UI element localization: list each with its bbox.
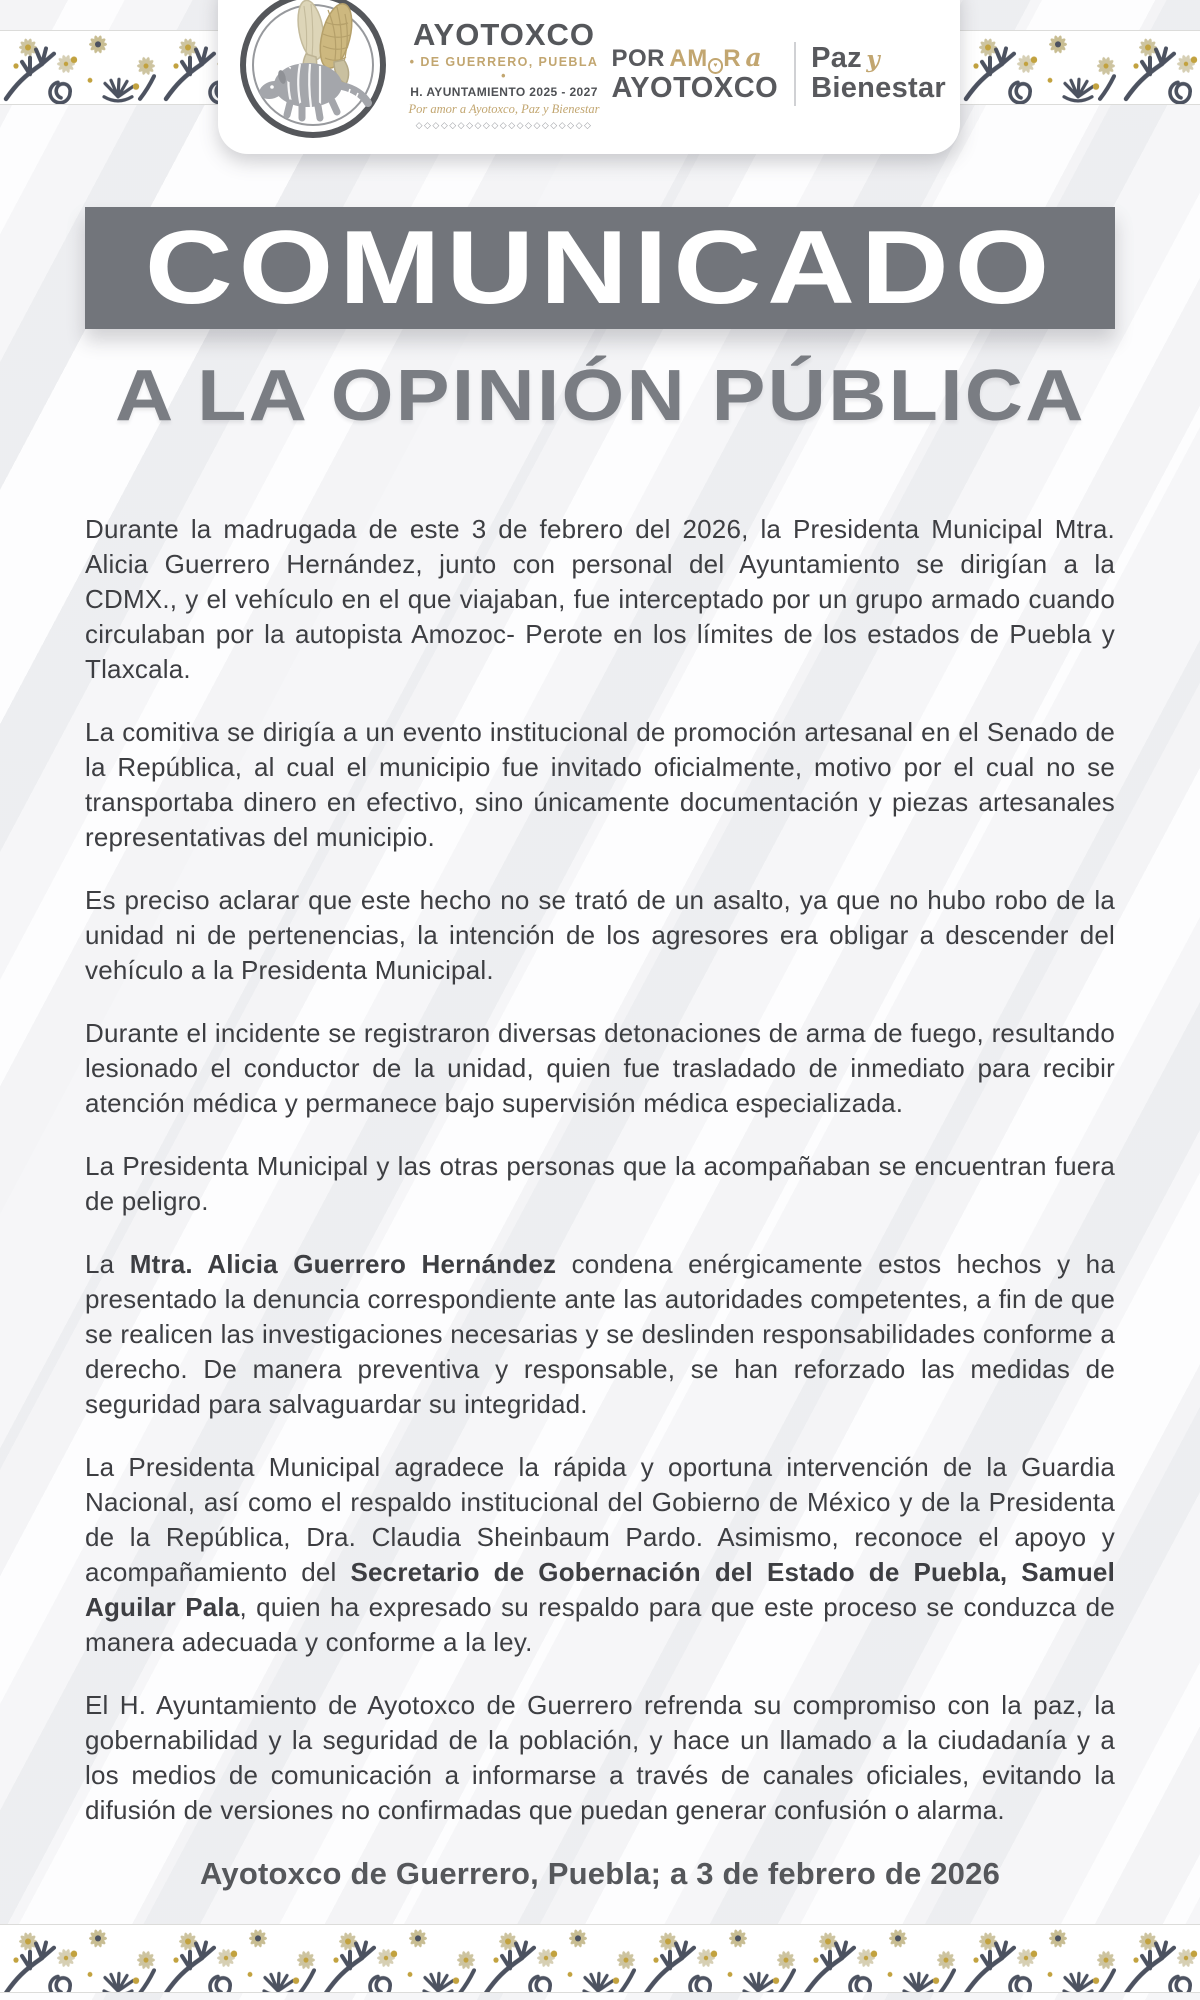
paragraph (85, 1450, 1115, 1660)
paragraph-segment: El H. Ayuntamiento de Ayotoxco de Guerrero refrenda su compromiso con la paz, la gobernabilidad y la seguridad de la población, y hace un llamado a la ciudadanía y a los medios de comunicación a informarse a través de canales oficiales, evitando la difusión de versiones no confirmadas que puedan generar confusión o alarma. (85, 1690, 1115, 1825)
paragraph (85, 1149, 1115, 1219)
emblem-subtitle: • DE GUERRERO, PUEBLA • (409, 55, 599, 84)
paragraph-bold-segment: Mtra. Alicia Guerrero Hernández (129, 1249, 557, 1279)
emblem-text-block (406, 18, 602, 129)
armadillo-corn-emblem-icon (238, 0, 388, 140)
slogan-word-a: a (745, 42, 762, 72)
comunicado-banner (85, 207, 1115, 329)
paragraph-bold-segment: Secretario de Gobernación del Estado de Puebla, Samuel Aguilar Pala (85, 1557, 1115, 1622)
slogan-word-paz: Paz (811, 42, 862, 75)
paragraph-segment: Es preciso aclarar que este hecho no se trató de un asalto, ya que no hubo robo de la unidad ni de pertenencias, la intención de los agresores era obligar a descender del vehículo a la Presidenta Municipal. (85, 885, 1115, 985)
slogan-word-amor-suffix: R (723, 44, 742, 72)
paragraph-segment: condena enérgicamente estos hechos y ha presentado la denuncia correspondiente ante las autoridades competentes, a fin de que se realicen las investigaciones necesarias y se deslinden responsabilidades conforme a derecho. De manera preventiva y responsable, se han reforzado las medidas de seguridad para salvaguardar su integridad. (85, 1249, 1115, 1419)
heart-icon: ♥ (713, 61, 718, 69)
paragraph-segment: , quien ha expresado su respaldo para que este proceso se conduzca de manera adecuada y conforme a la ley. (85, 1592, 1115, 1657)
paragraph-segment: Durante la madrugada de este 3 de febrero del 2026, la Presidenta Municipal Mtra. Alicia Guerrero Hernández, junto con personal del Ayuntamiento se dirigían a la CDMX., y el vehículo en el que viajaban, fue interceptado por un grupo armado cuando circulaban por la autopista Amozoc- Perote en los límites de los estados de Puebla y Tlaxcala. (85, 514, 1115, 684)
footer-ornament-band (0, 1924, 1200, 1993)
paragraph-segment: La (85, 1249, 130, 1279)
header-card (218, 0, 960, 154)
slogan-word-bienestar: Bienestar (811, 72, 946, 104)
dateline: Ayotoxco de Guerrero, Puebla; a 3 de febrero de 2026 (199, 1856, 1001, 1891)
paragraph-segment: La Presidenta Municipal agradece la rápida y oportuna intervención de la Guardia Nacional, así como el respaldo institucional del Gobierno de México y de la Presidenta de la República, Dra. Claudia Sheinbaum Pardo. Asimismo, reconoce el apoyo y acompañamiento del (85, 1452, 1115, 1587)
emblem-motto: Por amor a Ayotoxco, Paz y Bienestar (408, 101, 600, 116)
paragraph (85, 715, 1115, 855)
slogan-divider (794, 42, 796, 106)
paragraph (85, 1688, 1115, 1828)
slogan-word-por: POR (611, 44, 665, 72)
body-paragraphs (85, 512, 1115, 1828)
page-subtitle-text: A LA OPINIÓN PÚBLICA (114, 356, 1086, 436)
floral-embroidery-band-icon (0, 1925, 1200, 1992)
slogan-word-ayotoxco: AYOTOXCO (611, 71, 779, 104)
paragraph-segment: La Presidenta Municipal y las otras personas que la acompañaban se encuentran fuera de peligro. (85, 1151, 1115, 1216)
paragraph-segment: La comitiva se dirigía a un evento institucional de promoción artesanal en el Senado de la República, al cual el municipio fue invitado oficialmente, motivo por el cual no se transportaba dinero en efectivo, sino únicamente documentación y piezas artesanales representativas del municipio. (85, 717, 1115, 852)
slogan-word-amor-prefix: AM (669, 44, 708, 72)
slogan-paz-bienestar (811, 44, 946, 103)
banner-title: COMUNICADO (144, 210, 1056, 326)
slogan-word-y: y (866, 46, 880, 74)
emblem-diamond-row: ◇◇◇◇◇◇◇◇◇◇◇◇◇◇◇◇◇◇◇◇◇ (415, 119, 593, 130)
paragraph-segment: Durante el incidente se registraron diversas detonaciones de arma de fuego, resultando lesionado el conductor de la unidad, quien fue trasladado de inmediato para recibir atención médica y permanece bajo supervisión médica especializada. (85, 1018, 1115, 1118)
paragraph (85, 1016, 1115, 1121)
emblem-name: AYOTOXCO (413, 17, 595, 53)
slogan-por-amor-ayotoxco (611, 42, 779, 104)
emblem-administration: H. AYUNTAMIENTO 2025 - 2027 (410, 85, 598, 100)
paragraph (85, 883, 1115, 988)
paragraph (85, 512, 1115, 687)
page-subtitle (0, 356, 1200, 436)
paragraph (85, 1247, 1115, 1422)
